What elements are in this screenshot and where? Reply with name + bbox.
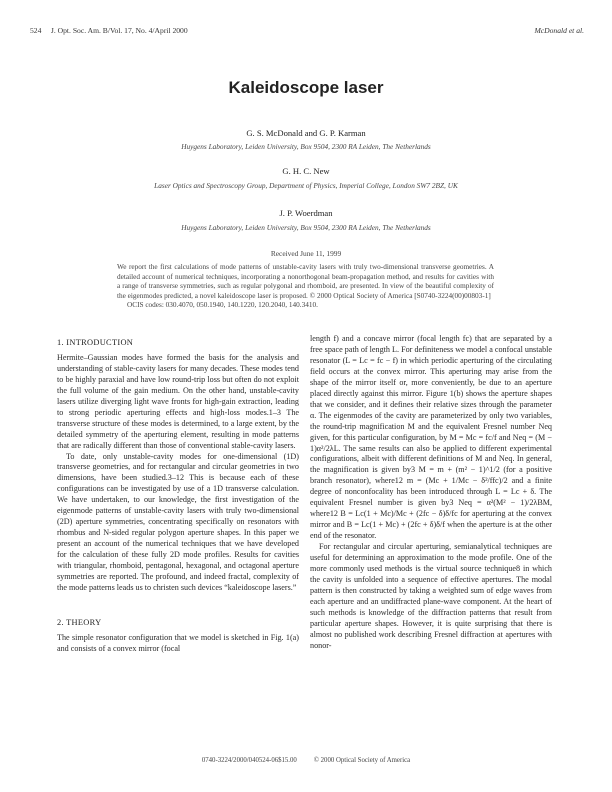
affiliation-2: Laser Optics and Spectroscopy Group, Department of Physics, Imperial College, London SW7 2BZ, UK	[154, 181, 458, 190]
authors-group-3: J. P. Woerdman	[279, 208, 333, 218]
abstract	[117, 263, 494, 311]
authors-group-1: G. S. McDonald and G. P. Karman	[246, 128, 366, 138]
abstract-text: We report the first calculations of mode patterns of unstable-cavity lasers with truly two-dimensional transverse geometries. A detailed account of numerical techniques, incorporating a nonorthogonal beam-propagation method, and results for cavities with a range of transverse symmetries, such as regular polygonal and rhomboid, are presented. In view of the beautiful complexity of the eigenmodes predicted, a novel kaleidoscope laser is proposed. © 2000 Optical Society of America [S0740-3224(00)00803-1]	[117, 263, 494, 300]
right-column	[310, 334, 552, 652]
page-footer: 0740-3224/2000/040524-06$15.00 © 2000 Optical Society of America	[201, 757, 411, 764]
ocis-codes: OCIS codes: 030.4070, 050.1940, 140.1220, 120.2040, 140.3410.	[127, 301, 318, 310]
theory-paragraph-2: For rectangular and circular aperturing, semianalytical techniques are useful for determining an approximation to the mode profile. One of the more commonly used methods is the virtual source technique8 in which the cavity is unfolded into a sequence of effective apertures. The modal pattern is then constructed by taking a weighted sum of edge waves from each aperture and an undiffracted plane-wave component. At the heart of such methods is knowledge of the diffraction patterns that result from particular aperture shapes. However, it is quite surprising that there is almost no published work describing Fresnel diffraction at apertures with nonor-	[310, 542, 552, 650]
running-header-right: McDonald et al.	[534, 26, 584, 35]
left-column	[57, 338, 299, 655]
authors-group-2: G. H. C. New	[282, 166, 330, 176]
section-heading-introduction: 1. INTRODUCTION	[57, 338, 134, 347]
intro-paragraph-1: Hermite–Gaussian modes have formed the basis for the analysis and understanding of stable-cavity lasers for many decades. These modes tend to be highly paraxial and have low round-trip loss but often do not exploit the full volume of the gain medium. On the other hand, unstable-cavity lasers utilize diverging light wave fronts for high-gain extraction, leading to strong periodic aperturing effects and high-loss modes.1–3 The transverse structure of these modes is determined, to a large extent, by the detailed symmetry of the aperturing element, resulting in mode patterns that are radically different than those of conventional stable-cavity lasers.	[57, 352, 299, 450]
running-header-left: 524 J. Opt. Soc. Am. B/Vol. 17, No. 4/April 2000	[30, 26, 188, 35]
theory-paragraph-1: The simple resonator configuration that we model is sketched in Fig. 1(a) and consists of a convex mirror (focal	[57, 632, 299, 653]
theory-paragraph-continued: length f) and a concave mirror (focal length fc) that are separated by a free space path of length L. For definiteness we model a confocal unstable resonator (L = Lc = fc − f) in which periodic aperturing of the circulating field occurs at the convex mirror. This aperturing may arise from the shape of the mirror itself or, more conveniently, be due to an aperture placed directly against this mirror. Figure 1(b) shows the aperture shapes that we consider, and it defines their relative sizes through the parameter α. The eigenmodes of the cavity are parameterized by only two variables, the round-trip magnification M and the equivalent Fresnel number Neq given, for this particular configuration, by M = Mc = fc/f and Neq = (M − 1)α²/2λL. The same results can also be applied to different experimental configurations, albeit with different definitions of M and Neq. In general, the magnification is given by3 M = m + (m² − 1)^1/2 (for a positive branch resonator), where12 m = (Mc + 1/Mc − δ²/ffc)/2 and a finite degree of nonconfocality has been introduced through L = Lc + δ. The equivalent Fresnel number is given by3 Neq = α²(M² − 1)/2λBM, where12 B = Lc(1 + Mc)/Mc + (2fc − δ)δ/fc for aperturing at the convex mirror and B = Lc(1 + Mc) + (2fc + δ)δ/f when the aperture is at the other end of the resonator.	[310, 334, 552, 541]
paper-title: Kaleidoscope laser	[228, 78, 384, 97]
received-date: Received June 11, 1999	[270, 249, 342, 258]
section-heading-theory: 2. THEORY	[57, 617, 102, 627]
intro-paragraph-2: To date, only unstable-cavity modes for one-dimensional (1D) transverse geometries, and for rectangular and circular geometries in two dimensions, have been studied.3–12 This is because each of these configurations can be investigated by use of a 1D transverse calculation. We have undertaken, to our knowledge, the first investigation of the eigenmode patterns of unstable-cavity lasers with truly two-dimensional (2D) aperture symmetries, concentrating specifically on resonators with rhombus and N-sided regular polygon aperture shapes. In this paper we present an account of the numerical techniques that we have developed for the calculation of these fully 2D mode profiles. Results for cavities with triangular, rhomboid, pentagonal, hexagonal, and octagonal aperture symmetries are reported. The profound, and indeed fractal, complexity of the mode patterns leads us to christen such devices “kaleidoscope lasers.”	[57, 451, 299, 592]
affiliation-1: Huygens Laboratory, Leiden University, Box 9504, 2300 RA Leiden, The Netherlands	[181, 142, 431, 151]
affiliation-3: Huygens Laboratory, Leiden University, Box 9504, 2300 RA Leiden, The Netherlands	[181, 223, 431, 232]
